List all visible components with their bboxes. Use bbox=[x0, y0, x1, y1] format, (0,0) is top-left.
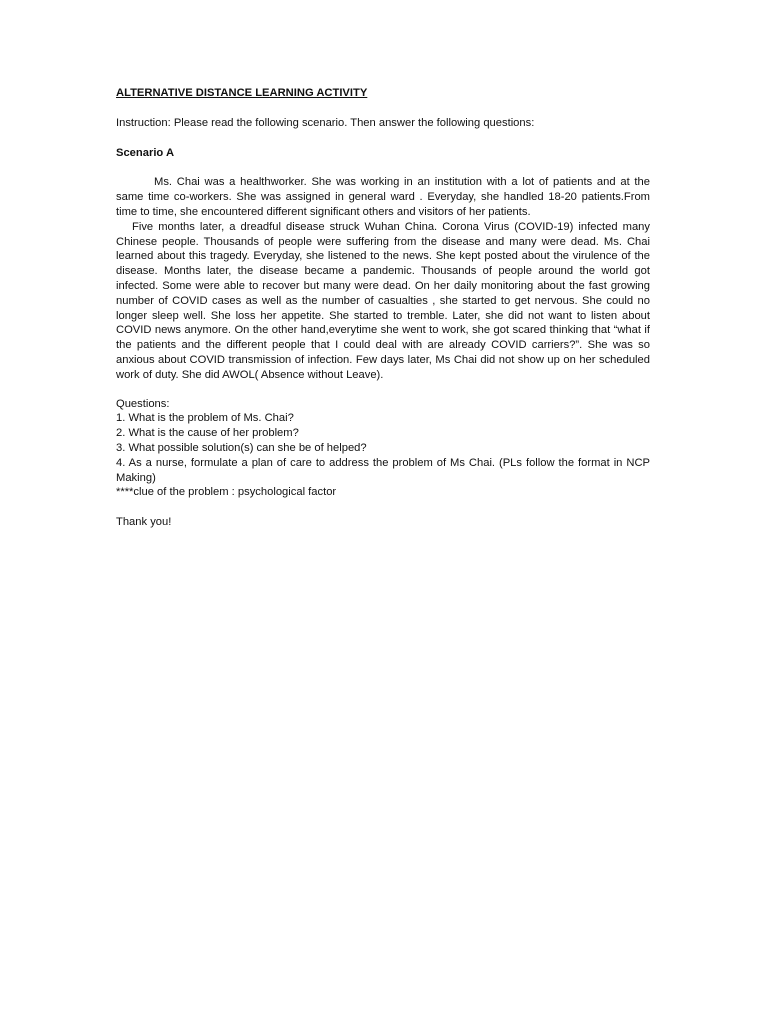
question-item-2: 2. What is the cause of her problem? bbox=[116, 427, 299, 440]
closing-text: Thank you! bbox=[116, 516, 172, 529]
questions-list bbox=[116, 411, 650, 485]
document-page bbox=[116, 86, 650, 530]
scenario-heading: Scenario A bbox=[116, 146, 175, 159]
document-title: ALTERNATIVE DISTANCE LEARNING ACTIVITY bbox=[116, 87, 368, 99]
clue-note: ****clue of the problem : psychological factor bbox=[116, 486, 337, 499]
question-item-1: 1. What is the problem of Ms. Chai? bbox=[116, 412, 294, 425]
question-item-3: 3. What possible solution(s) can she be of helped? bbox=[116, 441, 367, 454]
questions-heading: Questions: bbox=[116, 397, 170, 410]
scenario-paragraph-1: Ms. Chai was a healthworker. She was working in an institution with a lot of patients and at the same time co-workers. She was assigned in general ward . Everyday, she handled 18-20 patients.From time to time, she encountered different significant others and visitors of her patients. bbox=[116, 176, 650, 218]
scenario-paragraph-2: Five months later, a dreadful disease struck Wuhan China. Corona Virus (COVID-19) infected many Chinese people. Thousands of people were suffering from the disease and many were dead. Ms. Chai learned about this tragedy. Everyday, she listened to the news. She kept posted about the virulence of the disease. Months later, the disease became a pandemic. Thousands of people around the world got infected. Some were able to recover but many were dead. On her daily monitoring about the fast growing number of COVID cases as well as the number of casualties , she started to get nervous. She could no longer sleep well. She loss her appetite. She started to tremble. Later, she did not want to listen about COVID news anymore. On the other hand,everytime she went to work, she got scared thinking that “what if the patients and the different people that I could deal with are already COVID carriers?”. She was so anxious about COVID transmission of infection. Few days later, Ms Chai did not show up on her scheduled work of duty. She did AWOL( Absence without Leave). bbox=[116, 220, 650, 381]
question-item-4: 4. As a nurse, formulate a plan of care to address the problem of Ms Chai. (PLs follow the format in NCP Making) bbox=[116, 456, 650, 484]
instruction-text: Instruction: Please read the following scenario. Then answer the following questions: bbox=[116, 116, 535, 129]
